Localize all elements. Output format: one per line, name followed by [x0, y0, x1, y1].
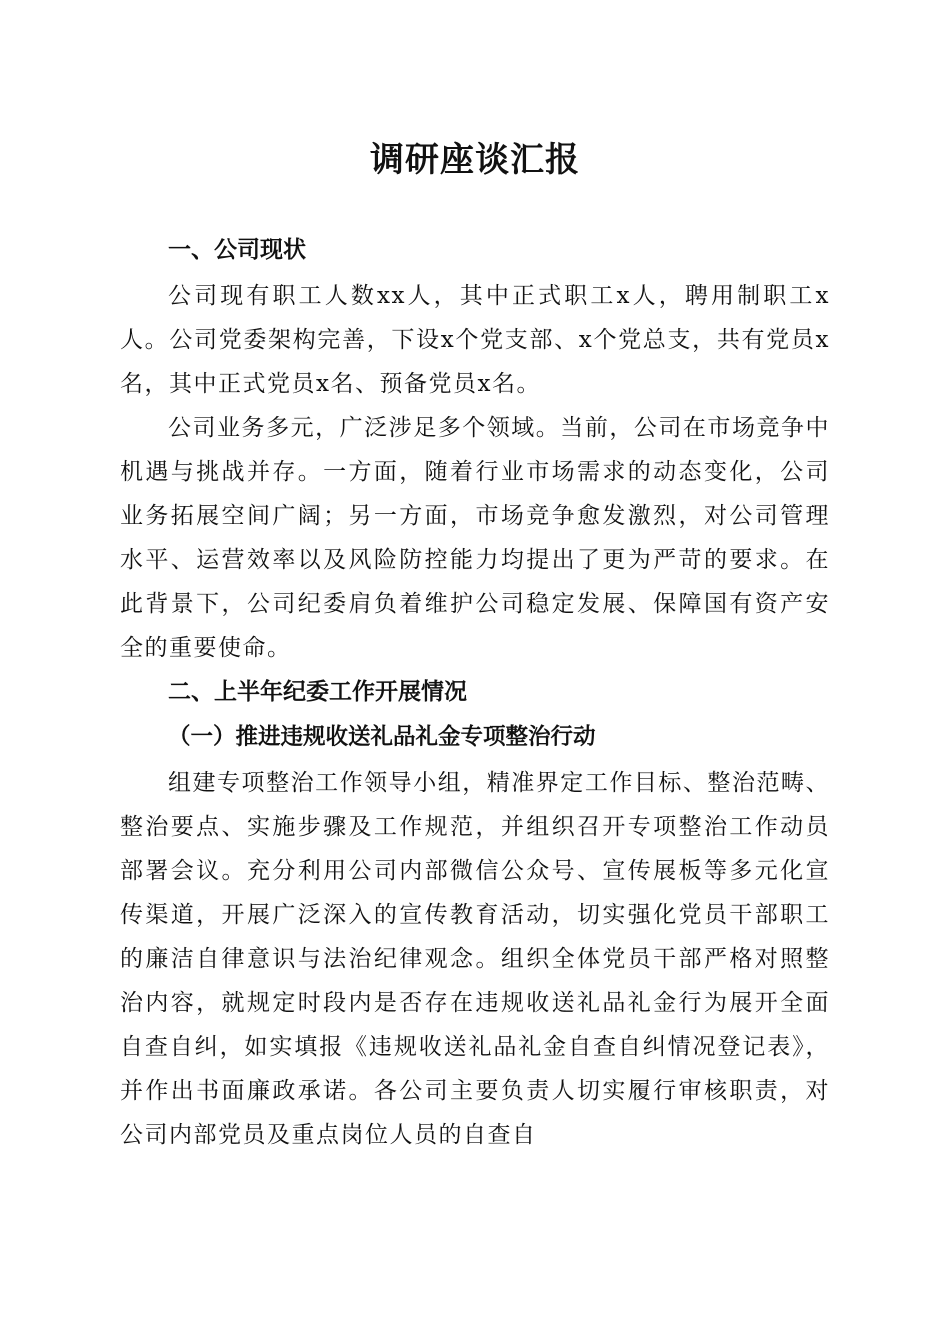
- paragraph-business-overview: 公司业务多元，广泛涉足多个领域。当前，公司在市场竞争中机遇与挑战并存。一方面，随着行业市场需求的动态变化，公司业务拓展空间广阔；另一方面，市场竞争愈发激烈，对公司管理水平、运营效率以及风险防控能力均提出了更为严苛的要求。在此背景下，公司纪委肩负着维护公司稳定发展、保障国有资产安全的重要使命。: [120, 414, 830, 661]
- section-heading-discipline-work: 二、上半年纪委工作开展情况: [168, 678, 467, 705]
- paragraph-rectification-details: 组建专项整治工作领导小组，精准界定工作目标、整治范畴、整治要点、实施步骤及工作规范，并组织召开专项整治工作动员部署会议。充分利用公司内部微信公众号、宣传展板等多元化宣传渠道，开展广泛深入的宣传教育活动，切实强化党员干部职工的廉洁自律意识与法治纪律观念。组织全体党员干部严格对照整治内容，就规定时段内是否存在违规收送礼品礼金行为展开全面自查自纠，如实填报《违规收送礼品礼金自查自纠情况登记表》，并作出书面廉政承诺。各公司主要负责人切实履行审核职责，对公司内部党员及重点岗位人员的自查自: [120, 769, 830, 1148]
- subsection-heading-gift-rectification: （一）推进违规收送礼品礼金专项整治行动: [168, 724, 596, 750]
- document-body: [120, 228, 830, 1157]
- section-heading-company-status: 一、公司现状: [168, 237, 306, 263]
- document-title: 调研座谈汇报: [370, 140, 580, 180]
- paragraph-staff-overview: 公司现有职工人数xx人，其中正式职工x人，聘用制职工x人。公司党委架构完善，下设x个党支部、x个党总支，共有党员x名，其中正式党员x名、预备党员x名。: [120, 282, 830, 397]
